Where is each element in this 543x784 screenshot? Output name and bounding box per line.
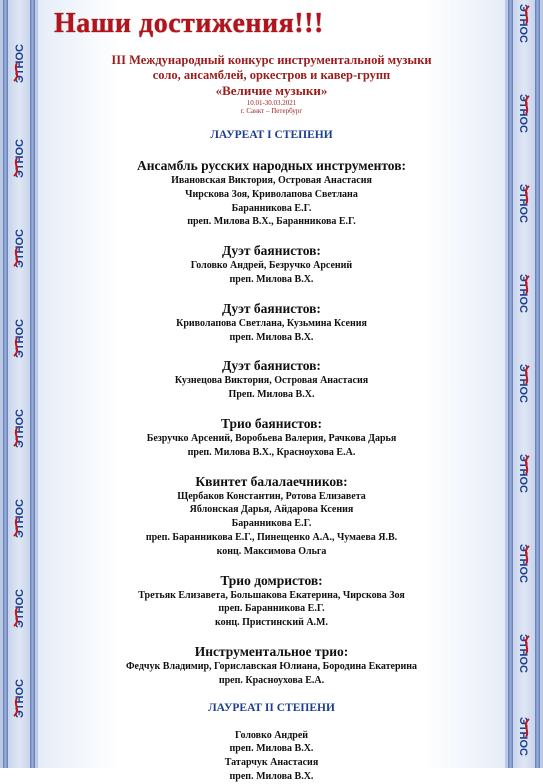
etnos-logo-icon (9, 200, 29, 270)
award-entry-line: Баранникова Е.Г. (231, 518, 312, 530)
award-entry-line: Третьяк Елизавета, Большакова Екатерина, Чирскова Зоя (138, 589, 405, 601)
award-entry-line: преп. Милова В.Х. (229, 743, 314, 755)
svg-text:ЭТНОС: ЭТНОС (517, 544, 529, 583)
svg-text:ЭТНОС: ЭТНОС (14, 319, 26, 358)
award-entry-line: Преп. Милова В.Х. (228, 389, 315, 401)
award-entry-title: Ансамбль русских народных инструментов: (137, 158, 406, 173)
award-entry-line: Головко Андрей, Безручко Арсений (190, 260, 353, 272)
svg-text:ЭТНОС: ЭТНОС (14, 44, 26, 83)
svg-text:ЭТНОС: ЭТНОС (14, 409, 26, 448)
award-entry-title: Трио домристов: (220, 572, 323, 588)
laureate-1-entries (40, 158, 503, 688)
award-entry-line: Головко Андрей (234, 729, 309, 741)
svg-text:ЭТНОС: ЭТНОС (517, 634, 529, 673)
svg-text:ЭТНОС: ЭТНОС (517, 274, 529, 313)
award-entry-title: Трио баянистов: (221, 415, 322, 431)
etnos-logo-icon (514, 182, 534, 252)
award-entry-title: Дуэт баянистов: (222, 358, 321, 374)
etnos-logo-icon (9, 110, 29, 180)
poster-content (40, 0, 503, 782)
svg-text:ЭТНОС: ЭТНОС (14, 139, 26, 178)
right-ornament-band (505, 0, 543, 768)
contest-dates: 10.01-30.03.2021 (246, 99, 297, 107)
award-entry-line: Безручко Арсений, Воробьева Валерия, Рачкова Дарья (146, 432, 397, 444)
award-entry-title: Инструментальное трио: (194, 643, 349, 659)
award-entry-line: Татарчук Анастасия (224, 757, 319, 769)
award-entry (40, 158, 503, 229)
award-entry-line: конц. Пристинский А.М. (214, 617, 328, 629)
svg-text:ЭТНОС: ЭТНОС (517, 717, 529, 756)
etnos-logo-icon (514, 92, 534, 162)
contest-line-2: соло, ансамблей, оркестров и кавер-групп (152, 68, 391, 82)
award-entry-line: Криволапова Светлана, Кузьмина Ксения (176, 317, 367, 329)
award-entry-line: Щербаков Константин, Ротова Елизавета (177, 490, 366, 502)
award-entry-line: преп. Баранникова Е.Г., Пинещенко А.А., Чумаева Я.В. (145, 531, 398, 543)
etnos-logo-icon (9, 470, 29, 540)
svg-text:ЭТНОС: ЭТНОС (517, 454, 529, 493)
etnos-logo-icon (514, 272, 534, 342)
left-rail-inner (30, 0, 35, 768)
award-entry-line: Кузнецова Виктория, Островая Анастасия (174, 375, 369, 387)
svg-text:ЭТНОС: ЭТНОС (517, 184, 529, 223)
svg-text:ЭТНОС: ЭТНОС (14, 499, 26, 538)
etnos-logo-icon (514, 362, 534, 432)
etnos-logo-icon (514, 632, 534, 702)
award-entry-line: Федчук Владимир, Гориславская Юлиана, Бородина Екатерина (125, 660, 418, 672)
svg-text:ЭТНОС: ЭТНОС (14, 679, 26, 718)
laureate-2-heading: ЛАУРЕАТ II СТЕПЕНИ (208, 701, 335, 714)
right-rail-inner (508, 0, 513, 768)
contest-city: г. Санкт – Петербург (240, 107, 303, 115)
award-entry-line: преп. Милова В.Х. (229, 331, 314, 343)
award-entry-line: преп. Милова В.Х., Красноухова Е.А. (187, 446, 356, 458)
award-entry (40, 573, 503, 630)
award-entry (40, 243, 503, 287)
award-entry-line: преп. Милова В.Х. (229, 770, 314, 782)
etnos-logo-icon (9, 15, 29, 85)
award-entry-line: преп. Красноухова Е.А. (218, 674, 325, 686)
etnos-logo-icon (514, 2, 534, 72)
award-entry-line: Ивановская Виктория, Островая Анастасия (171, 175, 372, 186)
results-body (40, 129, 503, 784)
award-entry-line: Чирскова Зоя, Криволапова Светлана (185, 188, 358, 200)
award-entry-line: преп. Баранникова Е.Г. (218, 603, 325, 615)
award-entry (40, 416, 503, 460)
award-entry (40, 358, 503, 402)
right-rail-outer (535, 0, 540, 768)
svg-text:ЭТНОС: ЭТНОС (14, 589, 26, 628)
award-entry (40, 301, 503, 345)
etnos-logo-icon (514, 542, 534, 612)
etnos-logo-icon (9, 380, 29, 450)
contest-name: «Величие музыки» (215, 83, 328, 98)
etnos-logo-icon (9, 650, 29, 720)
award-entry-line: преп. Милова В.Х., Баранникова Е.Г. (187, 216, 356, 228)
award-entry (40, 474, 503, 559)
svg-text:ЭТНОС: ЭТНОС (517, 94, 529, 133)
etnos-logo-icon (514, 452, 534, 522)
etnos-logo-icon (9, 560, 29, 630)
contest-header (40, 53, 503, 115)
left-ornament-band (0, 0, 38, 768)
award-entry-line: конц. Максимова Ольга (216, 545, 327, 557)
award-entry-title: Дуэт баянистов: (222, 243, 321, 259)
laureate-1-heading: ЛАУРЕАТ I СТЕПЕНИ (210, 129, 333, 141)
award-entry-title: Квинтет балалаечников: (195, 473, 348, 489)
contest-line-1: III Международный конкурс инструментальной музыки (111, 53, 432, 67)
etnos-logo-icon (9, 290, 29, 360)
svg-text:ЭТНОС: ЭТНОС (14, 229, 26, 268)
laureate-2-entries (40, 729, 503, 784)
award-entry (40, 644, 503, 688)
page-title: Наши достижения!!! (54, 8, 324, 39)
svg-text:ЭТНОС: ЭТНОС (517, 364, 529, 403)
award-entry-line: Баранникова Е.Г. (231, 202, 312, 214)
svg-text:ЭТНОС: ЭТНОС (517, 4, 529, 43)
left-rail-outer (3, 0, 8, 768)
award-entry-line: Яблонская Дарья, Айдарова Ксения (189, 504, 354, 516)
award-entry-line: преп. Милова В.Х. (229, 273, 314, 285)
award-entry-title: Дуэт баянистов: (222, 300, 321, 316)
etnos-logo-icon (514, 715, 534, 768)
